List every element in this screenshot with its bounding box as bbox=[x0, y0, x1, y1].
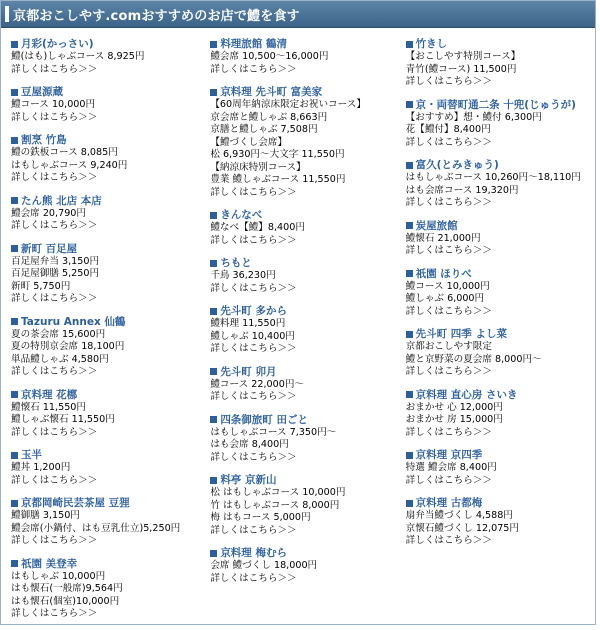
details-link[interactable]: 詳しくはこちら＞＞ bbox=[210, 186, 297, 198]
shop-name[interactable] bbox=[11, 85, 210, 99]
shop-name-label: 新町 百足屋 bbox=[21, 242, 78, 255]
menu-line: 鱧(はも)しゃぶコース 8,925円 bbox=[11, 51, 145, 62]
square-bullet-icon bbox=[11, 197, 18, 204]
square-bullet-icon bbox=[406, 270, 413, 277]
menu-line: 鱧コース 22,000円～ bbox=[210, 378, 305, 390]
header-accent bbox=[5, 6, 9, 22]
shop-name[interactable] bbox=[210, 208, 405, 222]
shop-name-label: Tazuru Annex 仙鶴 bbox=[21, 315, 126, 328]
shop-name[interactable] bbox=[11, 448, 210, 462]
shop-entry bbox=[210, 304, 405, 356]
header-bar bbox=[1, 1, 595, 28]
shop-name-label: 富久(とみきゅう) bbox=[415, 159, 499, 171]
shop-entry bbox=[210, 413, 405, 465]
square-bullet-icon bbox=[11, 245, 18, 252]
shop-name[interactable] bbox=[406, 158, 595, 172]
shop-name-label: 京料理 花梛 bbox=[21, 388, 78, 401]
menu-line: 松 はもしゃぶコース 10,000円 bbox=[210, 487, 346, 498]
menu-line: 夏の特別京会席 18,100円 bbox=[11, 341, 125, 352]
shop-name-label: 割烹 竹島 bbox=[21, 134, 67, 146]
shop-columns bbox=[1, 28, 595, 630]
shop-name[interactable] bbox=[406, 496, 595, 510]
shop-name[interactable] bbox=[11, 194, 210, 208]
menu-line: 鱧コース 10,000円 bbox=[11, 99, 96, 110]
menu-line: 豊業 鱧しゃぶコース 11,550円 bbox=[210, 174, 346, 185]
menu-line: 鱧御膳 3,150円 bbox=[11, 510, 80, 521]
shop-name[interactable] bbox=[210, 256, 405, 270]
square-bullet-icon bbox=[210, 416, 217, 423]
shop-name-label: 先斗町 四季 よし菜 bbox=[415, 328, 507, 340]
details-link[interactable]: 詳しくはこちら＞＞ bbox=[405, 366, 492, 377]
shop-name[interactable] bbox=[11, 133, 210, 147]
shop-entry bbox=[406, 448, 595, 487]
column-right bbox=[406, 37, 595, 630]
details-link[interactable]: 詳しくはこちら＞＞ bbox=[210, 391, 297, 402]
menu-line: 鱧なべ【鱧】8,400円 bbox=[210, 222, 305, 233]
shop-name-label: 先斗町 卯月 bbox=[220, 365, 277, 378]
square-bullet-icon bbox=[210, 41, 217, 48]
shop-name[interactable] bbox=[210, 37, 405, 51]
shop-name-label: 京料理 古都梅 bbox=[415, 497, 483, 509]
shop-name[interactable] bbox=[11, 242, 210, 256]
shop-name-label: 先斗町 多から bbox=[220, 305, 287, 317]
shop-name[interactable] bbox=[406, 327, 595, 341]
square-bullet-icon bbox=[210, 368, 217, 375]
details-link[interactable]: 詳しくはこちら＞＞ bbox=[11, 426, 98, 438]
details-link[interactable]: 詳しくはこちら＞＞ bbox=[210, 524, 297, 536]
page-title: 京都おこしやす.comおすすめのお店で鱧を食す bbox=[13, 8, 300, 24]
square-bullet-icon bbox=[210, 550, 217, 557]
menu-line: 鱧しゃぶ 6,000円 bbox=[405, 293, 485, 304]
square-bullet-icon bbox=[210, 89, 217, 96]
menu-line: 【鱧づくし会席】 bbox=[210, 136, 288, 148]
shop-entry bbox=[210, 208, 405, 247]
menu-line: 鱧丼 1,200円 bbox=[11, 462, 71, 473]
shop-name-label: 祇園 美登幸 bbox=[21, 557, 78, 570]
menu-line: 竹 はもしゃぶコース 8,000円 bbox=[210, 499, 340, 511]
shop-name[interactable] bbox=[406, 388, 595, 402]
menu-line: 京会席と鱧しゃぶ 8,663円 bbox=[210, 111, 328, 123]
menu-line: 鱧コース 10,000円 bbox=[405, 280, 490, 292]
menu-line: はも懐石(個室)10,000円 bbox=[11, 595, 120, 607]
shop-name-label: 京都岡崎民芸茶屋 豆狸 bbox=[21, 497, 130, 509]
shop-name-label: ちもと bbox=[220, 257, 252, 269]
shop-entry bbox=[11, 37, 210, 76]
menu-line: はもしゃぶコース 10,260円～18,110円 bbox=[405, 172, 581, 183]
details-link[interactable]: 詳しくはこちら＞＞ bbox=[11, 111, 98, 123]
shop-entry bbox=[406, 158, 595, 210]
details-link[interactable]: 詳しくはこちら＞＞ bbox=[11, 366, 98, 377]
menu-line: 単品鱧しゃぶ 4,580円 bbox=[11, 353, 109, 365]
details-link[interactable]: 詳しくはこちら＞＞ bbox=[210, 234, 297, 246]
menu-line: 【60周年納涼床限定お祝いコース】 bbox=[210, 99, 366, 110]
column-left bbox=[1, 37, 210, 630]
menu-line: 夏の茶会席 15,600円 bbox=[11, 328, 106, 340]
square-bullet-icon bbox=[11, 560, 18, 567]
square-bullet-icon bbox=[11, 318, 18, 325]
shop-name[interactable] bbox=[11, 315, 210, 329]
menu-line: はもしゃぶコース 9,240円 bbox=[11, 159, 128, 171]
menu-line: 松 6,930円～大文字 11,550円 bbox=[210, 149, 345, 160]
menu-line: おまかせ 心 12,000円 bbox=[405, 401, 503, 413]
shop-name-label: 竹きし bbox=[415, 38, 448, 50]
shop-name-label: 京・両替町通二条 十兜(じゅうが) bbox=[415, 98, 576, 111]
menu-line: はも会席 8,400円 bbox=[210, 439, 289, 450]
menu-line: はもしゃぶ 10,000円 bbox=[11, 570, 106, 582]
menu-line: 百足屋弁当 3,150円 bbox=[11, 255, 100, 267]
square-bullet-icon bbox=[11, 41, 18, 48]
menu-line: 鱧しゃぶ 10,400円 bbox=[210, 330, 295, 342]
shop-name[interactable] bbox=[210, 304, 405, 318]
shop-name-label: 豆屋源蔵 bbox=[21, 86, 63, 98]
shop-name-label: 料亭 京新山 bbox=[220, 474, 277, 486]
menu-line: 特選 鱧会席 8,400円 bbox=[405, 462, 497, 473]
shop-entry bbox=[210, 85, 405, 199]
menu-line: 百足屋御膳 5,250円 bbox=[11, 268, 100, 279]
square-bullet-icon bbox=[210, 260, 217, 267]
menu-line: 鱧と京野菜の夏会席 8,000円～ bbox=[405, 353, 542, 365]
shop-entry bbox=[210, 546, 405, 585]
menu-line: 鱧会席(小鍋付、はも豆乳仕立)5,250円 bbox=[11, 522, 181, 534]
details-link[interactable]: 詳しくはこちら＞＞ bbox=[210, 451, 297, 463]
details-link[interactable]: 詳しくはこちら＞＞ bbox=[405, 245, 492, 256]
square-bullet-icon bbox=[406, 331, 413, 338]
shop-name[interactable] bbox=[406, 98, 595, 112]
shop-entry bbox=[11, 133, 210, 185]
shop-name[interactable] bbox=[210, 473, 405, 487]
details-link[interactable]: 詳しくはこちら＞＞ bbox=[11, 535, 98, 546]
menu-line: 扇弁当鱧づくし 4,588円 bbox=[405, 510, 513, 521]
shop-entry bbox=[406, 267, 595, 319]
square-bullet-icon bbox=[406, 391, 413, 398]
square-bullet-icon bbox=[11, 391, 18, 398]
menu-line: 【おすすめ】想・鱧付 6,300円 bbox=[405, 111, 542, 123]
shop-name[interactable] bbox=[11, 557, 210, 571]
menu-line: はもしゃぶコース 7,350円～ bbox=[210, 426, 337, 438]
details-link[interactable]: 詳しくはこちら＞＞ bbox=[405, 426, 492, 438]
shop-name[interactable] bbox=[210, 365, 405, 379]
shop-entry bbox=[11, 194, 210, 233]
shop-name-label: 四条御旅町 田ごと bbox=[220, 413, 308, 426]
shop-entry bbox=[210, 473, 405, 537]
menu-line: 京都おこしやす限定 bbox=[405, 341, 492, 352]
shop-name[interactable] bbox=[11, 496, 210, 510]
shop-name-label: 京料理 梅むら bbox=[220, 547, 287, 559]
shop-name[interactable] bbox=[210, 413, 405, 427]
details-link[interactable]: 詳しくはこちら＞＞ bbox=[11, 220, 98, 231]
menu-line: 梅 はもコース 5,000円 bbox=[210, 512, 311, 523]
menu-line: 鱧しゃぶ懐石 11,550円 bbox=[11, 414, 115, 425]
shop-entry bbox=[11, 85, 210, 124]
details-link[interactable]: 詳しくはこちら＞＞ bbox=[11, 474, 98, 486]
shop-name-label: 京料理 先斗町 富美家 bbox=[220, 86, 323, 98]
details-link[interactable]: 詳しくはこちら＞＞ bbox=[11, 172, 98, 183]
details-link[interactable]: 詳しくはこちら＞＞ bbox=[210, 63, 297, 75]
square-bullet-icon bbox=[11, 500, 18, 507]
details-link[interactable]: 詳しくはこちら＞＞ bbox=[405, 535, 492, 546]
details-link[interactable]: 詳しくはこちら＞＞ bbox=[405, 474, 492, 486]
shop-name[interactable] bbox=[210, 85, 405, 99]
menu-line: 鱧懐石 11,550円 bbox=[11, 401, 86, 413]
shop-name-label: 京料理 直心房 さいき bbox=[415, 388, 518, 401]
details-link[interactable]: 詳しくはこちら＞＞ bbox=[11, 608, 98, 619]
square-bullet-icon bbox=[406, 162, 413, 169]
shop-entry bbox=[406, 388, 595, 440]
square-bullet-icon bbox=[406, 452, 413, 459]
menu-line: 鱧会席 20,790円 bbox=[11, 207, 86, 219]
shop-entry bbox=[11, 315, 210, 379]
details-link[interactable]: 詳しくはこちら＞＞ bbox=[11, 63, 98, 75]
square-bullet-icon bbox=[406, 101, 413, 108]
square-bullet-icon bbox=[11, 89, 18, 96]
details-link[interactable]: 詳しくはこちら＞＞ bbox=[11, 293, 98, 304]
menu-line: 京懐石鱧づくし 12,075円 bbox=[405, 522, 520, 534]
menu-line: 京膳と鱧しゃぶ 7,508円 bbox=[210, 124, 318, 135]
details-link[interactable]: 詳しくはこちら＞＞ bbox=[405, 197, 492, 208]
menu-line: 千鳥 36,230円 bbox=[210, 270, 276, 281]
menu-line: 鱧会席 10,500～16,000円 bbox=[210, 51, 329, 62]
shop-entry bbox=[11, 448, 210, 487]
shop-entry bbox=[406, 496, 595, 548]
shop-name-label: 京料理 京四季 bbox=[415, 449, 483, 461]
shop-entry bbox=[406, 219, 595, 258]
details-link[interactable]: 詳しくはこちら＞＞ bbox=[210, 343, 297, 354]
square-bullet-icon bbox=[406, 500, 413, 507]
shop-entry bbox=[406, 37, 595, 89]
shop-entry bbox=[11, 496, 210, 548]
shop-name-label: きんなべ bbox=[220, 209, 263, 221]
shop-name-label: 玉半 bbox=[21, 449, 42, 461]
shop-name[interactable] bbox=[11, 388, 210, 402]
shop-entry bbox=[11, 388, 210, 440]
shop-name-label: 炭屋旅館 bbox=[415, 219, 458, 232]
square-bullet-icon bbox=[406, 222, 413, 229]
menu-line: 新町 5,750円 bbox=[11, 280, 71, 292]
shop-name[interactable] bbox=[406, 219, 595, 233]
menu-line: はも会席コース 19,320円 bbox=[405, 184, 519, 196]
shop-name[interactable] bbox=[210, 546, 405, 560]
shop-name-label: 月彩(かっさい) bbox=[21, 38, 94, 50]
square-bullet-icon bbox=[11, 452, 18, 459]
square-bullet-icon bbox=[210, 477, 217, 484]
shop-name-label: 祇園 ほりべ bbox=[415, 267, 472, 280]
menu-line: 【納涼床特別コース】 bbox=[210, 161, 306, 173]
column-middle bbox=[210, 37, 405, 630]
shop-entry bbox=[406, 327, 595, 379]
menu-line: 鱧の鉄板コース 8,085円 bbox=[11, 147, 118, 158]
menu-line: はも懐石(一般席)9,564円 bbox=[11, 583, 123, 594]
menu-line: 【おこしやす特別コース】 bbox=[405, 51, 521, 62]
details-link[interactable]: 詳しくはこちら＞＞ bbox=[210, 282, 297, 294]
menu-line: 花【鱧付】8,400円 bbox=[405, 124, 491, 135]
shop-name-label: たん熊 北店 本店 bbox=[21, 194, 102, 207]
shop-name[interactable] bbox=[11, 37, 210, 51]
square-bullet-icon bbox=[11, 137, 18, 144]
details-link[interactable]: 詳しくはこちら＞＞ bbox=[405, 76, 492, 87]
details-link[interactable]: 詳しくはこちら＞＞ bbox=[210, 572, 297, 584]
details-link[interactable]: 詳しくはこちら＞＞ bbox=[405, 305, 492, 317]
details-link[interactable]: 詳しくはこちら＞＞ bbox=[405, 136, 492, 148]
menu-line: 鱧料理 11,550円 bbox=[210, 318, 286, 329]
shop-entry bbox=[210, 365, 405, 404]
shop-name-label: 料理旅館 鶴清 bbox=[220, 38, 287, 50]
shop-name[interactable] bbox=[406, 448, 595, 462]
square-bullet-icon bbox=[210, 308, 217, 315]
shop-entry bbox=[210, 37, 405, 76]
square-bullet-icon bbox=[406, 41, 413, 48]
menu-line: おまかせ 房 15,000円 bbox=[405, 414, 503, 425]
square-bullet-icon bbox=[210, 212, 217, 219]
menu-line: 鱧懐石 21,000円 bbox=[405, 232, 481, 244]
shop-name[interactable] bbox=[406, 37, 595, 51]
shop-entry bbox=[11, 242, 210, 306]
menu-line: 青竹(鱧コース) 11,500円 bbox=[405, 63, 517, 75]
menu-line: 会席 鱧づくし 18,000円 bbox=[210, 560, 318, 571]
shop-entry bbox=[11, 557, 210, 621]
shop-entry bbox=[406, 98, 595, 150]
shop-name[interactable] bbox=[406, 267, 595, 281]
shop-entry bbox=[210, 256, 405, 295]
